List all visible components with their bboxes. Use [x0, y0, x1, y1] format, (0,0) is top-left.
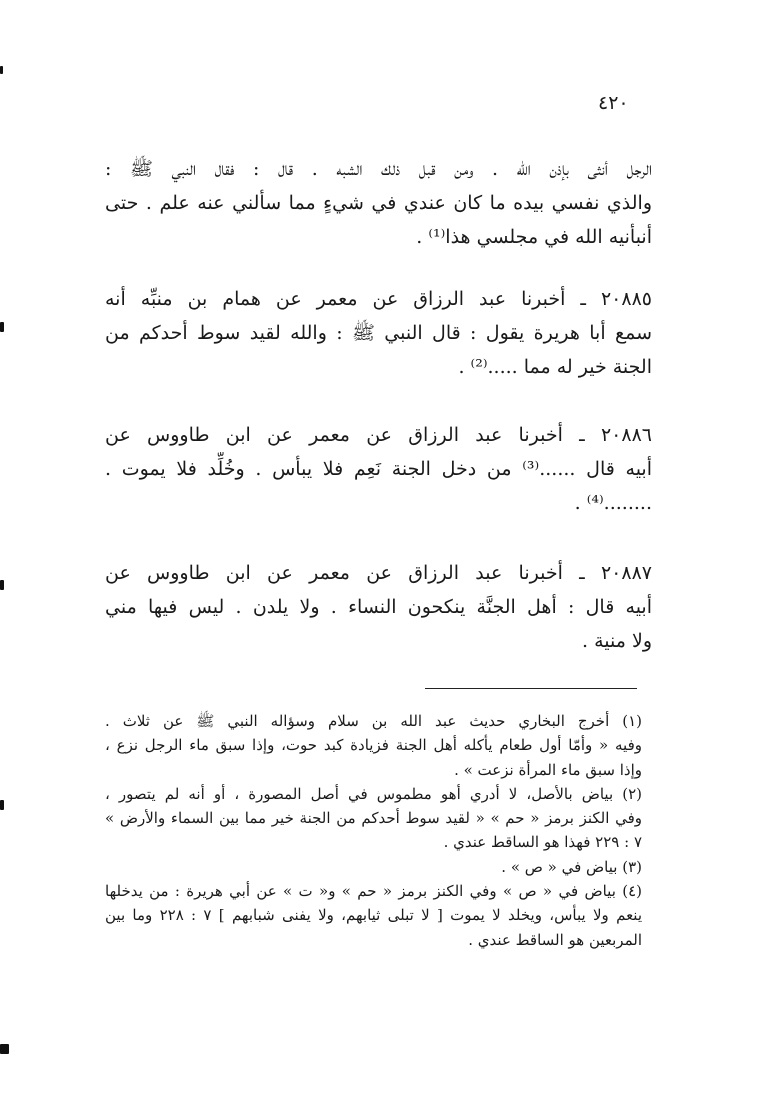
scan-mark — [0, 322, 4, 332]
footnote-3 — [105, 855, 642, 879]
scan-mark — [0, 1044, 9, 1054]
footnote-line: وفي الكنز برمز « حم » « لقيد سوط أحدكم من الجنة خير مما بين السماء والأرض » — [105, 809, 642, 828]
text-line: الرجل أنثى بإذن الله . ومن قبل ذلك الشبه . قال : فقال النبي ﷺ : — [105, 158, 652, 180]
footnote-line: (٣) بياض في « ص » . — [501, 857, 642, 876]
footnote-line: ينعم ولا يبأس، ويخلد لا يموت [ لا تبلى ثيابهم، ولا يفنى شبابهم ] ٧ : ٢٢٨ وما بين — [105, 906, 642, 925]
text-line: أبيه قال : أهل الجنَّة ينكحون النساء . ولا يلدن . ليس فيها مني — [105, 596, 652, 618]
hadith-20885 — [105, 282, 652, 384]
text-line: ٢٠٨٨٧ ـ أخبرنا عبد الرزاق عن معمر عن ابن طاووس عن — [105, 562, 652, 584]
scan-mark — [0, 800, 4, 810]
footnote-line: ٧ : ٢٢٩ فهذا هو الساقط عندي . — [443, 833, 642, 852]
footnote-2 — [105, 782, 642, 855]
text-line: والذي نفسي بيده ما كان عندي في شيءٍ مما سألني عنه علم . حتى — [105, 192, 652, 214]
footnote-line: (٤) بياض في « ص » وفي الكنز برمز « حم » و« ت » عن أبي هريرة : من يدخلها — [105, 882, 642, 901]
text-line: ولا منية . — [582, 630, 652, 652]
text-line: ........⁽⁴⁾ . — [574, 492, 652, 514]
scan-mark — [0, 66, 3, 74]
text-line: ٢٠٨٨٦ ـ أخبرنا عبد الرزاق عن معمر عن ابن طاووس عن — [105, 424, 652, 446]
text-line: ٢٠٨٨٥ ـ أخبرنا عبد الرزاق عن معمر عن همام بن منبِّه أنه — [105, 288, 652, 310]
paragraph-continuation — [105, 152, 652, 254]
footnote-1 — [105, 709, 642, 782]
footnotes — [105, 709, 642, 952]
footnote-line: وإذا سبق ماء المرأة نزعت » . — [454, 760, 642, 779]
scan-mark — [0, 580, 4, 590]
hadith-20887 — [105, 556, 652, 658]
hadith-20886 — [105, 418, 652, 520]
page-number: ٤٢٠ — [598, 92, 629, 114]
footnote-line: المربعين هو الساقط عندي . — [468, 930, 642, 949]
footnote-line: (٢) بياض بالأصل، لا أدري أهو مطموس في أصل المصورة ، أو أنه لم يتصور ، — [105, 784, 642, 803]
footnote-line: وفيه « وأمّا أول طعام يأكله أهل الجنة فزيادة كبد حوت، وإذا سبق ماء الرجل نزع ، — [105, 736, 642, 755]
footnote-divider — [425, 688, 637, 689]
footnote-4 — [105, 879, 642, 952]
text-line: أنبأنيه الله في مجلسي هذا⁽¹⁾ . — [416, 226, 652, 248]
text-line: سمع أبا هريرة يقول : قال النبي ﷺ : والله لقيد سوط أحدكم من — [105, 322, 652, 344]
text-line: الجنة خير له مما .....⁽²⁾ . — [458, 356, 652, 378]
text-line: أبيه قال ......⁽³⁾ من دخل الجنة نَعِم فلا يبأس . وخُلِّد فلا يموت . — [105, 458, 652, 480]
footnote-line: (١) أخرج البخاري حديث عبد الله بن سلام وسؤاله النبي ﷺ عن ثلاث . — [105, 712, 642, 730]
